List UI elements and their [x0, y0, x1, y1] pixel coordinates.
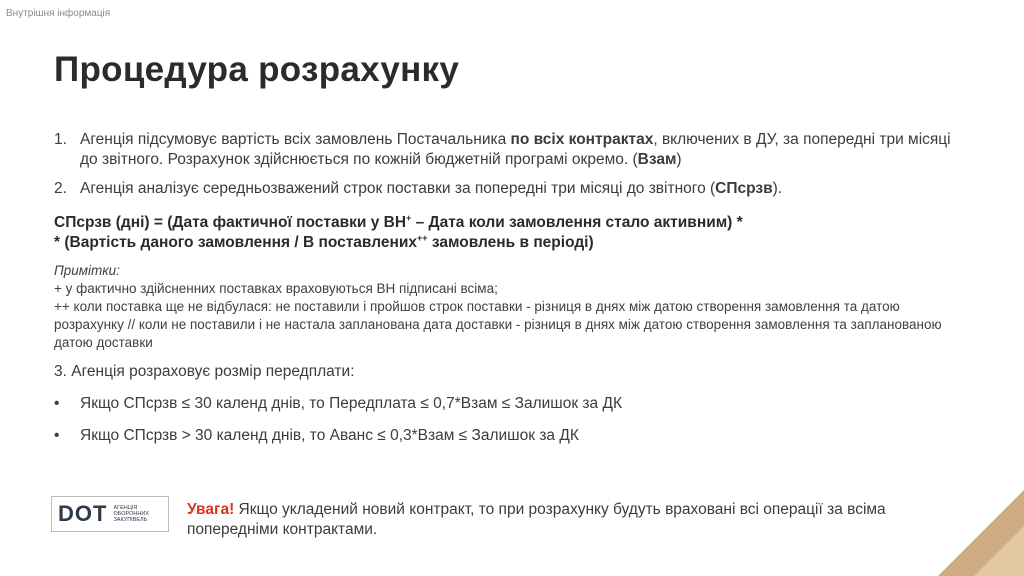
warning-note: [187, 500, 977, 540]
note-line: ++ коли поставка ще не відбулася: не поставили і пройшов строк поставки - різниця в днях між датою створення замовлення та датою розрахунку // коли не поставили і не настала запланована дата доставки - різниця в днях між датою створення замовлення та запланованою датою доставки: [54, 299, 942, 350]
note-line: + у фактично здійсненних поставках враховуються ВН підписані всіма;: [54, 281, 498, 296]
warning-label: Увага!: [187, 501, 235, 518]
bullet-text: Якщо СПсрзв ≤ 30 календ днів, то Передплата ≤ 0,7*Взам ≤ Залишок за ДК: [80, 395, 622, 412]
step-3: 3. Агенція розраховує розмір передплати:: [54, 363, 355, 380]
bullet-item: [54, 426, 964, 446]
item-bold: по всіх контрактах: [510, 131, 654, 148]
page-title: Процедура розрахунку: [54, 50, 460, 89]
formula-line-2: * (Вартість даного замовлення / В поставлених++ замовлень в періоді): [54, 232, 594, 251]
corner-decoration-inner: [974, 526, 1024, 576]
logo-subtitle: АГЕНЦІЯ ОБОРОННИХ ЗАКУПІВЕЛЬ: [113, 505, 149, 523]
bullet-text: Якщо СПсрзв > 30 календ днів, то Аванс ≤ 0,3*Взам ≤ Залишок за ДК: [80, 427, 579, 444]
item-text: ): [676, 151, 682, 168]
slide-content: [54, 130, 964, 446]
internal-info-label: Внутрішня інформація: [6, 8, 111, 19]
item-text: Агенція підсумовує вартість всіх замовлень Постачальника: [80, 131, 511, 148]
formula-line-1: СПсрзв (дні) = (Дата фактичної поставки у ВН+ – Дата коли замовлення стало активним) *: [54, 212, 743, 231]
list-item-2: [54, 179, 964, 199]
notes: [54, 262, 964, 352]
list-number: 2.: [54, 180, 67, 197]
dot-logo: [51, 496, 169, 532]
bullet-icon: •: [54, 427, 60, 444]
item-bold: Взам: [637, 151, 677, 168]
logo-main: DOT: [58, 501, 108, 526]
item-text: Агенція аналізує середньозважений строк поставки за попередні три місяці до звітного (: [80, 180, 716, 197]
warning-text: Якщо укладений новий контракт, то при розрахунку будуть враховані всі операції за всіма попередніми контрактами.: [187, 501, 886, 538]
item-bold: СПсрзв: [715, 180, 773, 197]
bullet-item: [54, 394, 964, 414]
bullet-icon: •: [54, 395, 60, 412]
notes-heading: Примітки:: [54, 263, 120, 278]
list-number: 1.: [54, 131, 67, 148]
item-text: ).: [772, 180, 783, 197]
formula: [54, 213, 964, 253]
list-item-1: [54, 130, 964, 170]
item-text: , включених в ДУ, за попередні три місяці до звітного. Розрахунок здійснюється по кожній бюджетній програмі окремо. (: [80, 131, 951, 168]
